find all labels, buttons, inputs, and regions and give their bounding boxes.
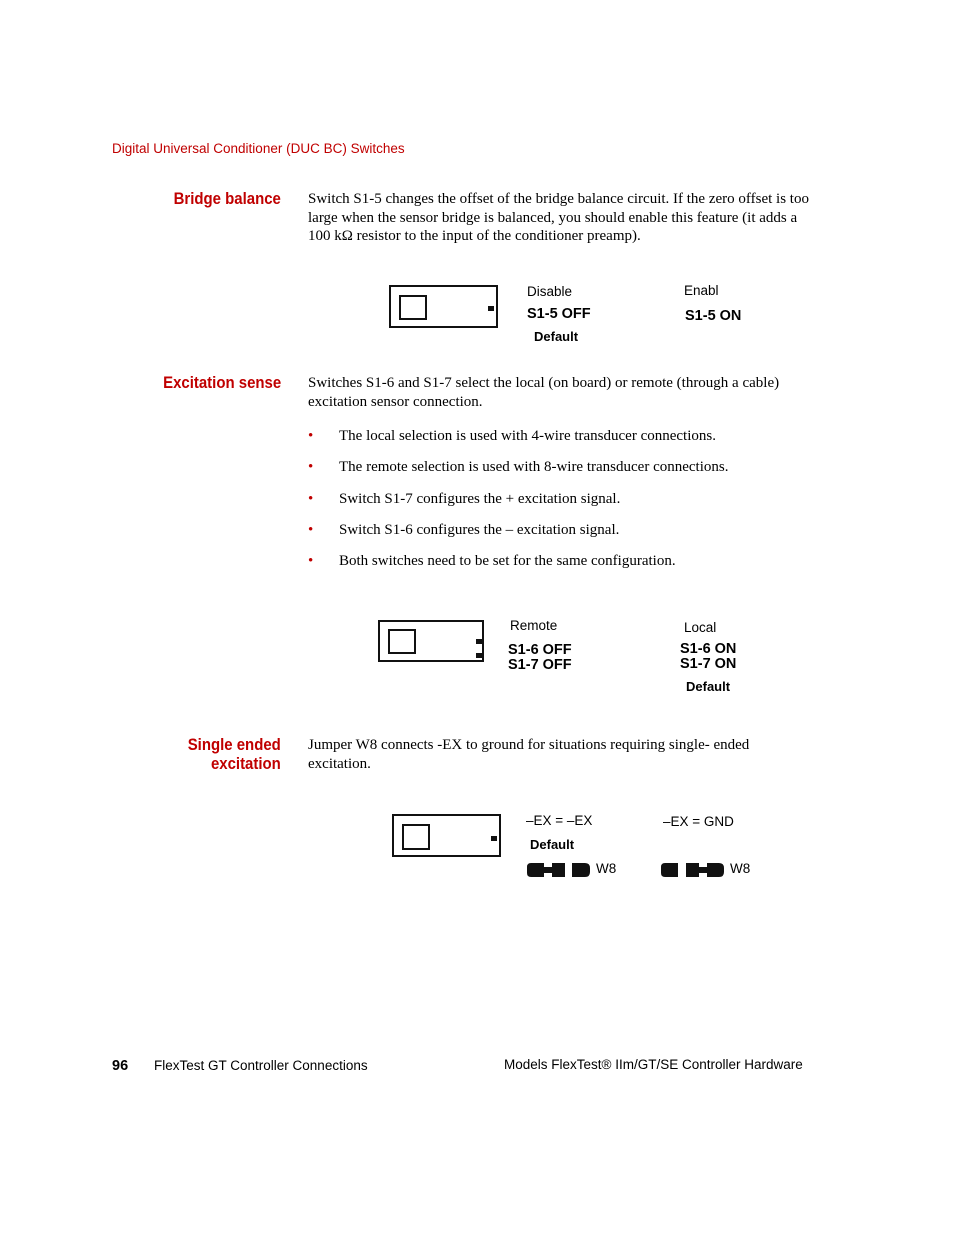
heading-line: excitation (211, 754, 281, 773)
bridge-disable-caption: Disable (527, 284, 573, 299)
bullet-icon: • (308, 490, 314, 507)
jumper-w8-label: W8 (596, 861, 617, 876)
page-number: 96 (112, 1058, 129, 1074)
jumper-pin-marker (491, 836, 497, 841)
switch-pin-marker (476, 639, 482, 644)
remote-setting-s1-7: S1-7 OFF (508, 657, 572, 673)
local-default-label: Default (686, 679, 731, 694)
remote-caption: Remote (510, 618, 558, 633)
heading-line: Single ended (187, 735, 281, 754)
local-setting-s1-7: S1-7 ON (680, 656, 737, 672)
bullet-icon: • (308, 459, 314, 476)
running-head: Digital Universal Conditioner (DUC BC) Switches (112, 141, 405, 156)
list-item: • Switch S1-6 configures the – excitation signal. (308, 521, 620, 538)
bullet-icon: • (308, 553, 314, 570)
jumper-block-w8 (392, 814, 501, 857)
switch-actuator (399, 295, 427, 320)
bullet-icon: • (308, 521, 314, 538)
bullet-icon: • (308, 428, 314, 444)
excitation-bullet-list (308, 427, 728, 583)
list-item: • The remote selection is used with 8-wire transducer connections. (308, 459, 729, 476)
local-setting-s1-6: S1-6 ON (680, 641, 737, 657)
section-heading-excitation-sense: Excitation sense (162, 373, 281, 392)
bridge-disable-setting: S1-5 OFF (527, 306, 591, 322)
switch-block-s1-5 (389, 285, 498, 328)
list-item: • Both switches need to be set for the same configuration. (308, 553, 676, 570)
bridge-enable-setting: S1-5 ON (685, 308, 742, 324)
list-item: • Switch S1-7 configures the + excitation signal. (308, 490, 621, 507)
footer-manual-title: Models FlexTest® IIm/GT/SE Controller Hardware (504, 1057, 803, 1072)
jumper-w8-position-default-icon (526, 862, 594, 878)
excitation-sense-paragraph: Switches S1-6 and S1-7 select the local (on board) or remote (through a cable) excitation sensor connection. (308, 375, 780, 410)
jumper-default-label: Default (530, 837, 575, 852)
section-heading-single-ended (188, 735, 281, 773)
jumper-w8-position-gnd-icon (660, 862, 728, 878)
local-caption: Local (684, 620, 717, 635)
bridge-enable-caption: Enabl (684, 283, 719, 298)
remote-setting-s1-6: S1-6 OFF (508, 642, 572, 658)
switch-actuator (388, 629, 416, 654)
jumper-w8-label: W8 (730, 861, 751, 876)
ex-gnd-caption: –EX = GND (663, 814, 734, 829)
ex-ex-caption: –EX = –EX (526, 813, 593, 828)
section-heading-bridge-balance: Bridge balance (173, 189, 281, 208)
single-ended-paragraph: Jumper W8 connects -EX to ground for situations requiring single- ended excitation. (308, 737, 750, 772)
list-item: • The local selection is used with 4-wire transducer connections. (308, 428, 716, 444)
switch-pin-marker (476, 653, 482, 658)
footer-chapter-title: FlexTest GT Controller Connections (154, 1058, 368, 1073)
bridge-default-label: Default (534, 329, 579, 344)
bridge-balance-paragraph: Switch S1-5 changes the offset of the bridge balance circuit. If the zero offset is too large when the sensor bridge is balanced, you should enable this feature (it adds a 100 kΩ resistor to the input of the conditioner preamp). (308, 191, 809, 245)
jumper-housing (402, 824, 430, 850)
switch-pin-marker (488, 306, 494, 311)
switch-block-s1-6-s1-7 (378, 620, 484, 662)
